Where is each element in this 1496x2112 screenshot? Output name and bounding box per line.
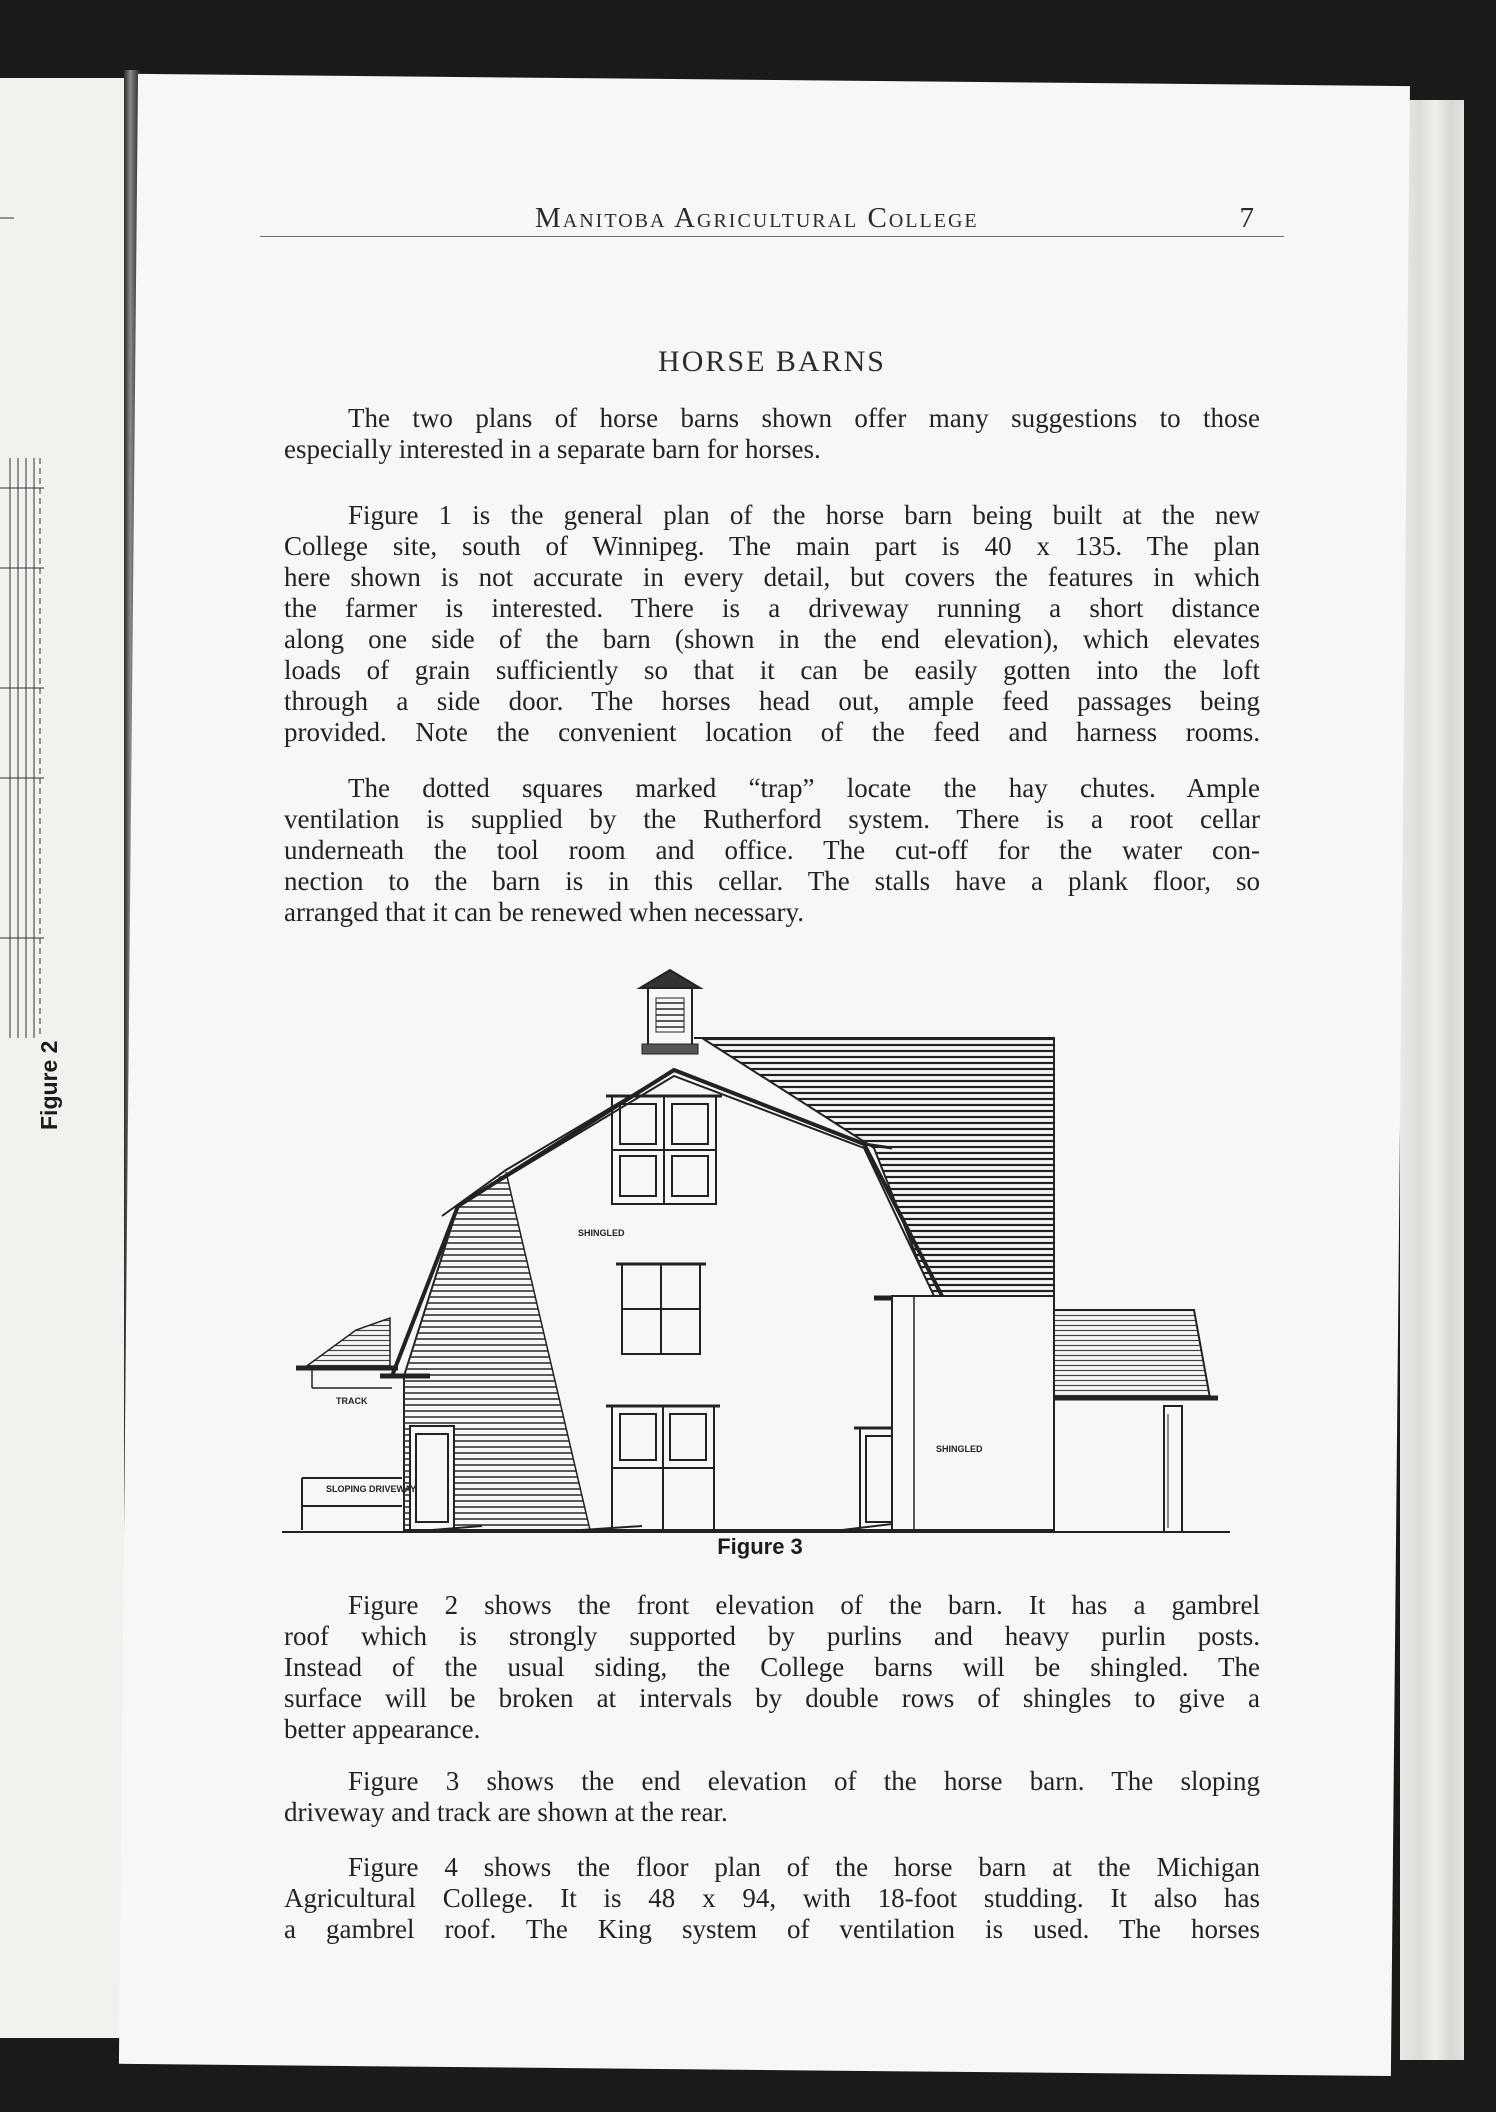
text-line: The two plans of horse barns shown offer many suggestions to those <box>348 403 1260 433</box>
text-line: Figure 4 shows the floor plan of the horse barn at the Michigan <box>348 1852 1260 1882</box>
text-line: roof which is strongly supported by purlins and heavy purlin posts. <box>284 1621 1260 1651</box>
text-line: Figure 2 shows the front elevation of the barn. It has a gambrel <box>348 1590 1260 1620</box>
text-line: Figure 1 is the general plan of the horse barn being built at the new <box>348 500 1260 530</box>
text-line: The dotted squares marked “trap” locate the hay chutes. Ample <box>348 773 1260 803</box>
paragraph-1 <box>284 403 1260 465</box>
text-line: ventilation is supplied by the Rutherford system. There is a root cellar <box>284 804 1260 834</box>
paragraph-2 <box>284 500 1260 748</box>
text-line: arranged that it can be renewed when necessary. <box>284 897 804 927</box>
label-track: TRACK <box>336 1396 368 1406</box>
figure-3-drawing <box>282 958 1240 1540</box>
page-stack-edge <box>1400 100 1464 2060</box>
text-line: especially interested in a separate barn for horses. <box>284 434 821 464</box>
text-line: the farmer is interested. There is a driveway running a short distance <box>284 593 1260 623</box>
text-line: provided. Note the convenient location of the feed and harness rooms. <box>284 717 1260 747</box>
text-line: a gambrel roof. The King system of ventilation is used. The horses <box>284 1914 1260 1944</box>
label-shingled: SHINGLED <box>578 1228 625 1238</box>
folded-plan-edge <box>0 78 140 2038</box>
text-line: nection to the barn is in this cellar. The stalls have a plank floor, so <box>284 866 1260 896</box>
label-shingled-2: SHINGLED <box>936 1444 983 1454</box>
text-line: better appearance. <box>284 1714 481 1744</box>
figure-3-caption: Figure 3 <box>717 1534 803 1559</box>
text-line: driveway and track are shown at the rear. <box>284 1797 728 1827</box>
label-driveway: SLOPING DRIVEWAY <box>326 1484 417 1494</box>
left-facing-page <box>0 78 140 2038</box>
paragraph-6 <box>284 1852 1260 1945</box>
text-line: Instead of the usual siding, the College barns will be shingled. The <box>284 1652 1260 1682</box>
text-line: surface will be broken at intervals by double rows of shingles to give a <box>284 1683 1260 1713</box>
running-head <box>260 192 1284 237</box>
text-line: here shown is not accurate in every detail, but covers the features in which <box>284 562 1260 592</box>
text-line: Figure 3 shows the end elevation of the horse barn. The sloping <box>348 1766 1260 1796</box>
text-line: underneath the tool room and office. The cut-off for the water con- <box>284 835 1260 865</box>
text-line: along one side of the barn (shown in the end elevation), which elevates <box>284 624 1260 654</box>
page-number: 7 <box>1239 202 1254 234</box>
section-heading: HORSE BARNS <box>658 345 886 378</box>
paragraph-4 <box>284 1590 1260 1745</box>
paragraph-3 <box>284 773 1260 928</box>
text-line: College site, south of Winnipeg. The main part is 40 x 135. The plan <box>284 531 1260 561</box>
text-line: Agricultural College. It is 48 x 94, with 18-foot studding. It also has <box>284 1883 1260 1913</box>
paragraph-5 <box>284 1766 1260 1828</box>
text-line: through a side door. The horses head out, ample feed passages being <box>284 686 1260 716</box>
running-title: Manitoba Agricultural College <box>535 202 979 234</box>
figure-2-label: Figure 2 <box>36 1040 62 1130</box>
text-line: loads of grain sufficiently so that it can be easily gotten into the loft <box>284 655 1260 685</box>
